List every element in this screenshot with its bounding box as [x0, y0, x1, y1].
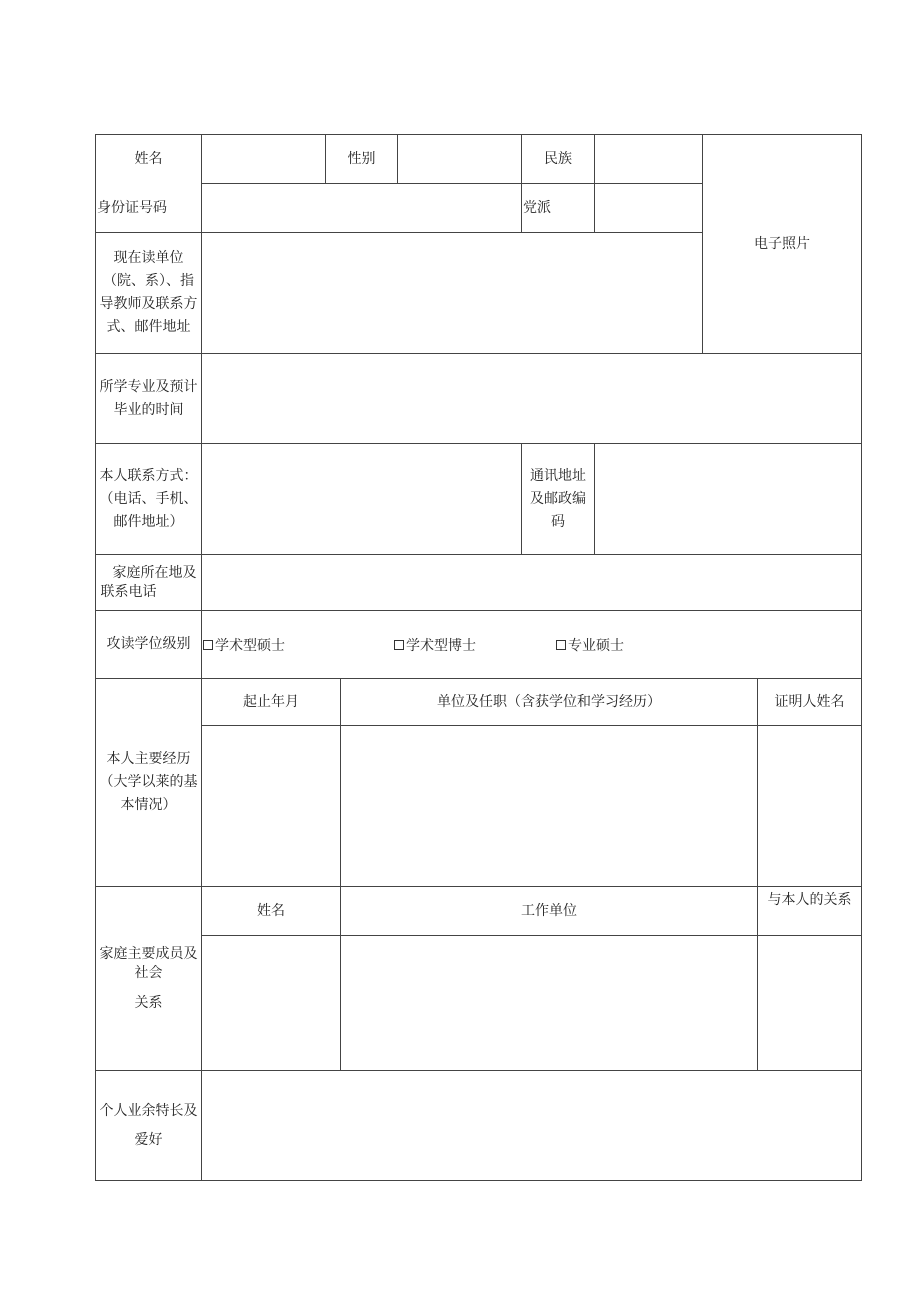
family-location-label [96, 555, 201, 610]
contact-label-line-2: （电话、手机、 [99, 490, 198, 507]
family-label-line-3: 关系 [134, 994, 163, 1011]
family-col-work: 工作单位 [521, 902, 577, 919]
experience-dates-field[interactable] [202, 726, 340, 886]
gender-field[interactable] [398, 135, 521, 183]
experience-label [96, 679, 201, 886]
experience-label-line-1: 本人主要经历 [106, 751, 191, 767]
degree-option-academic-master[interactable] [203, 634, 285, 656]
party-label: 党派 [523, 199, 551, 216]
major-field[interactable] [202, 354, 861, 443]
gender-label: 性别 [347, 150, 376, 167]
address-field[interactable] [595, 444, 861, 554]
party-field[interactable] [595, 184, 702, 232]
experience-col-unit: 单位及任职（含获学位和学习经历） [437, 693, 661, 710]
hobby-label [96, 1071, 201, 1180]
ethnicity-label: 民族 [544, 150, 572, 167]
family-label [96, 887, 201, 1070]
unit-label-line-2: （院、系）、指 [103, 273, 194, 289]
major-label-line-1: 所学专业及预计 [99, 378, 198, 395]
contact-label [96, 444, 201, 554]
unit-label [96, 233, 201, 353]
name-label: 姓名 [134, 150, 163, 167]
degree-option-professional-master-label: 专业硕士 [568, 638, 624, 654]
id-number-label: 身份证号码 [97, 199, 167, 216]
unit-label-line-3: 导教师及联系方 [99, 296, 198, 312]
experience-label-line-3: 本情况） [120, 797, 177, 813]
family-label-line-2: 社会 [134, 964, 163, 981]
degree-option-professional-master[interactable] [556, 634, 624, 656]
hobby-label-line-2: 爱好 [134, 1131, 163, 1148]
unit-label-line-1: 现在读单位 [113, 250, 184, 266]
checkbox-icon [556, 640, 566, 650]
checkbox-icon [394, 640, 404, 650]
address-label-line-3: 码 [551, 513, 565, 530]
contact-label-line-3: 邮件地址） [113, 513, 184, 530]
degree-option-academic-master-label: 学术型硕士 [215, 638, 285, 654]
family-col-name: 姓名 [257, 902, 285, 919]
degree-option-academic-doctor[interactable] [394, 634, 476, 656]
hobby-label-line-1: 个人业余特长及 [99, 1102, 198, 1119]
contact-label-line-1: 本人联系方式： [99, 467, 198, 484]
experience-unit-field[interactable] [341, 726, 757, 886]
family-label-line-1: 家庭主要成员及 [99, 945, 198, 962]
address-label-line-1: 通讯地址 [530, 467, 586, 484]
experience-col-witness: 证明人姓名 [774, 693, 845, 710]
experience-col-dates: 起止年月 [243, 693, 299, 710]
address-label [522, 444, 594, 554]
name-field[interactable] [202, 135, 325, 183]
family-relation-field[interactable] [758, 936, 861, 1070]
family-work-field[interactable] [341, 936, 757, 1070]
address-label-line-2: 及邮政编 [530, 490, 586, 507]
major-label-line-2: 毕业的时间 [113, 401, 184, 418]
id-number-field[interactable] [202, 184, 521, 232]
major-label [96, 354, 201, 443]
checkbox-icon [203, 640, 213, 650]
experience-witness-field[interactable] [758, 726, 861, 886]
family-location-field[interactable] [202, 555, 861, 610]
degree-label: 攻读学位级别 [106, 636, 191, 652]
family-location-label-line-2: 联系电话 [100, 583, 157, 600]
family-col-relation: 与本人的关系 [767, 892, 852, 908]
photo-placeholder[interactable] [703, 135, 861, 353]
ethnicity-field[interactable] [595, 135, 702, 183]
contact-field[interactable] [202, 444, 521, 554]
photo-label: 电子照片 [754, 235, 810, 252]
experience-label-line-2: （大学以莱的基 [99, 774, 198, 790]
degree-option-academic-doctor-label: 学术型博士 [406, 638, 476, 654]
family-name-field[interactable] [202, 936, 340, 1070]
unit-field[interactable] [202, 233, 702, 353]
unit-label-line-4: 式、邮件地址 [106, 319, 191, 335]
hobby-field[interactable] [202, 1071, 861, 1180]
family-location-label-line-1: 家庭所在地及 [112, 564, 197, 581]
